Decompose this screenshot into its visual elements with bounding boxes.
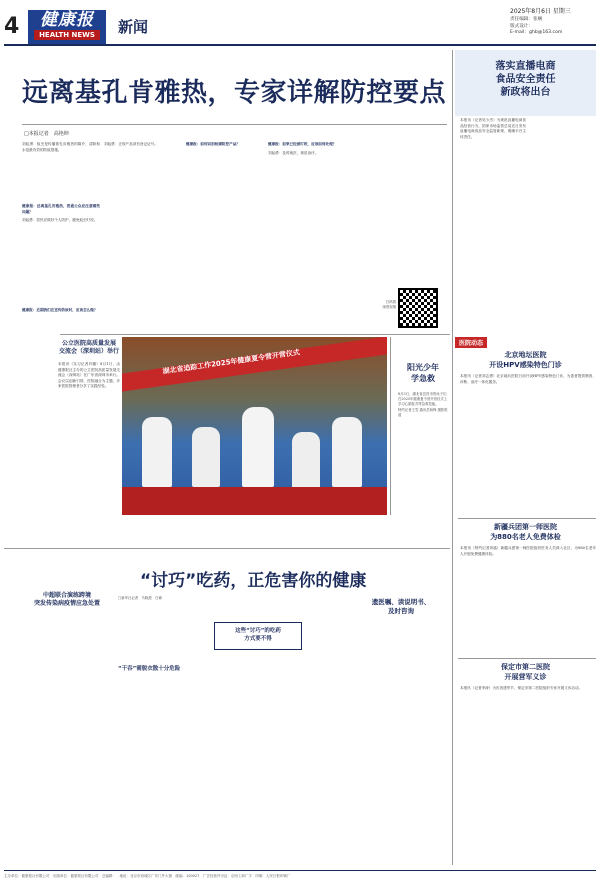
story1-title: 北京地坛医院 开设HPV感染特色门诊 <box>489 351 562 369</box>
photo-caption-title: 阳光少年 学急救 <box>407 363 439 383</box>
page-number: 4 <box>4 14 20 39</box>
mid-col3-box-title: 这些“讨巧”的吃药 方式要不得 <box>235 628 281 642</box>
lead-byline: □本报记者 高艳坤 <box>24 131 69 137</box>
left-article-body: 本报讯（实习记者肖璐）8月1日，由健康报社主办的公立医院高质量发展交流会（深圳站）在广东省深圳市举行。会议以创新引领、医防融合为主题，多家医院管理者分享了实践经验。 <box>58 362 120 389</box>
logo-title: 健康报 <box>40 10 94 30</box>
mid-col4-body <box>308 620 448 860</box>
right-box-body-col2 <box>530 118 596 286</box>
mid-col3-box <box>214 622 302 650</box>
issue-date: 2025年8月6日 星期三 <box>510 8 571 15</box>
lead-column-2 <box>104 142 182 332</box>
lead-column-3 <box>186 142 264 332</box>
divider <box>60 334 450 335</box>
qa-question: 健康报：如果已经被叮咬，应该如何处理？ <box>268 142 337 146</box>
photo-caption-body: 8月3日，湖北省宜昌市的孩子们在2025年健康夏令营开营仪式上学习心肺复苏等急救技能。 特约记者王雪 通讯员杨锋 摄影报道 <box>398 392 448 417</box>
qr-code-icon[interactable] <box>398 288 438 328</box>
story2-body: 本报讯（特约记者刘盛）新疆兵团第一师医院组织医务人员深入社区，为880名老年人开展免费健康体检。 <box>460 546 596 556</box>
editor-info <box>510 17 562 37</box>
editor-line: 版式设计： <box>510 23 533 29</box>
editor-line: E-mail：ghb@163.com <box>510 30 563 35</box>
lead-column-1 <box>22 142 100 314</box>
story3-title: 保定市第二医院 开展营军义诊 <box>501 663 550 681</box>
qa-answer: 刘起勇：居民应做好个人防护，避免蚊虫叮咬。 <box>22 218 98 223</box>
qr-caption: 扫码看 深度视频 <box>382 300 396 310</box>
lead-intro: 刘起勇：蚊虫是传播基孔肯雅热的媒介，清除积水是最有效的防蚊措施。 <box>22 142 100 152</box>
mid-headline: “讨巧”吃药，正危害你的健康 <box>140 571 367 591</box>
qa-question: 健康报：如何识别蚊媒防控产品？ <box>186 142 240 146</box>
divider <box>458 518 596 519</box>
divider <box>4 548 450 549</box>
mid-left-body <box>22 614 112 864</box>
qa-answer: 刘起勇：及时就医，规范治疗。 <box>268 150 319 155</box>
mid-left-title: 中超联合演练跨境 突发传染病疫情应急处置 <box>33 592 100 607</box>
story3-body: 本报讯（记者李涛）为庆祝建军节，保定市第二医院组织专家开展义诊活动。 <box>460 686 583 690</box>
news-photo <box>122 337 387 515</box>
masthead-logo <box>28 10 106 46</box>
divider <box>22 124 447 125</box>
qa-question: 健康报：远离基孔肯雅热，普通公众应注意哪些问题？ <box>22 204 100 214</box>
lead-column-4 <box>268 142 353 332</box>
section-title: 新闻 <box>118 18 149 36</box>
photo-banner: 湖北省追踪工作2025年健康夏令营开营仪式 <box>162 348 301 376</box>
editor-line: 责任编辑：张娴 <box>510 17 543 22</box>
story1-body: 本报讯（记者刘志勇）北京地坛医院日前开设HPV感染特色门诊，为患者提供筛查、诊断、治疗一体化服务。 <box>460 374 596 384</box>
mid-col4-title: 遗医嘱、读说明书、 及时咨询 <box>371 598 431 615</box>
logo-subtitle: HEALTH NEWS <box>34 30 100 40</box>
page-footer: 主办单位：健康报社有限公司 出版单位：健康报社有限公司 总编辑： 地址：北京市西城区广安门外大街 邮编：100027 广告经营许可证：京西工商广字 印刷：人民日报印刷厂 <box>4 870 596 879</box>
right-box <box>455 50 596 116</box>
hospital-news-tag: 医院动态 <box>455 337 487 348</box>
story2-title: 新疆兵团第一师医院 为880名老人免费体检 <box>490 523 561 541</box>
mid-col2-sub: “干吞”需脱衣散十分危险 <box>118 666 181 672</box>
header-rule <box>4 44 596 46</box>
lead-column-5 <box>358 142 448 282</box>
mid-col2-tag: □新华社记者 马晓澄 白瑜 <box>118 596 162 600</box>
left-article-title: 公立医院高质量发展 交流会（深圳站）举行 <box>58 340 119 355</box>
column-divider <box>452 50 453 865</box>
right-box-title: 落实直播电商 食品安全责任 新政将出台 <box>495 61 556 98</box>
qa-answer: 刘起勇：正规产品须有登记证号。 <box>104 142 158 146</box>
divider <box>390 337 391 515</box>
lead-headline: 远离基孔肯雅热，专家详解防控要点 <box>22 78 447 108</box>
right-box-body-col1: 本报讯（记者吴少杰）为规范直播电商食品经营行为，国家市场监管总局近日发布直播电商食品安全监管新规，明确平台主体责任。 <box>460 118 526 139</box>
divider <box>458 658 596 659</box>
qa-question: 健康报：近期我们在宣传防蚊时，应该怎么做？ <box>22 308 98 313</box>
